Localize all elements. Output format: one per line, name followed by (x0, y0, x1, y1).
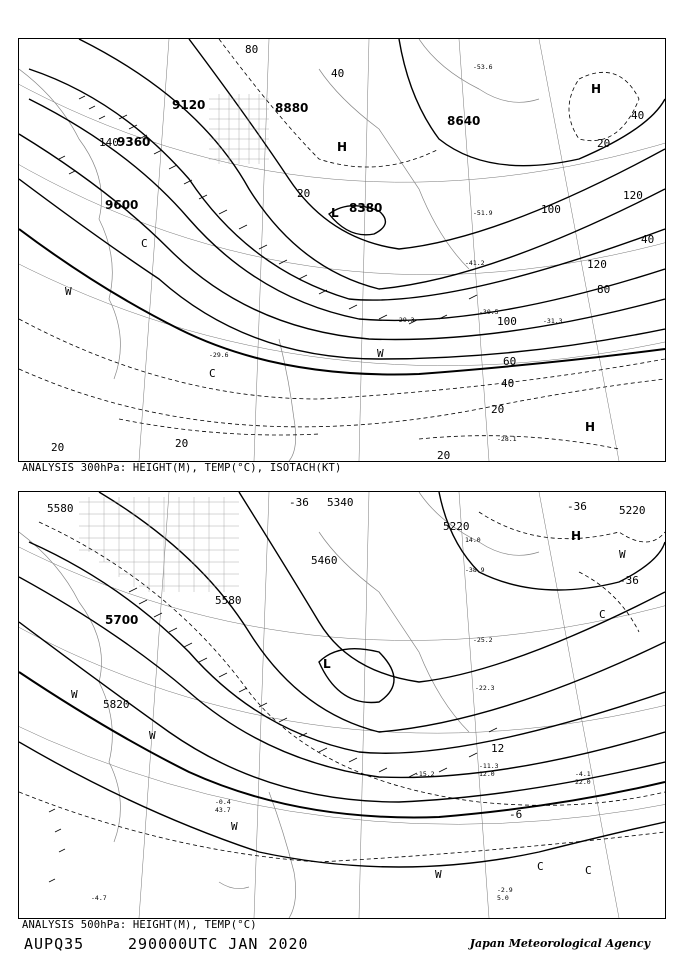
temp-reading: -28.1 (497, 435, 517, 443)
height-label-9120: 9120 (172, 98, 206, 112)
temp-reading: -0.4 (215, 798, 231, 806)
temp-reading: -31.3 (543, 317, 563, 325)
height-label-5220: 5220 (619, 504, 646, 517)
cold-marker: C (599, 608, 606, 621)
isotach-label: 40 (641, 233, 655, 246)
high-pressure-marker: H (571, 529, 582, 543)
isotach-label: 20 (297, 187, 311, 200)
temp-reading: 22.0 (575, 778, 591, 786)
temp-reading: -29.6 (209, 351, 229, 359)
high-pressure-marker: H (585, 420, 596, 434)
temp-reading: -30.5 (479, 308, 499, 316)
isotach-label: 80 (245, 43, 259, 56)
isotherm-label: -36 (289, 496, 309, 509)
height-label-5220: 5220 (443, 520, 470, 533)
cold-marker: C (585, 864, 592, 877)
chart-code: AUPQ35 (24, 935, 85, 953)
height-label-9600: 9600 (105, 198, 139, 212)
warm-marker: W (149, 729, 156, 742)
isotherm-label: 12 (491, 742, 505, 755)
map-500hpa-svg (19, 492, 665, 918)
isotach-label: 40 (331, 67, 345, 80)
height-label-5820: 5820 (103, 698, 130, 711)
temp-reading: 14.0 (465, 536, 481, 544)
temp-reading: 12.0 (479, 770, 495, 778)
isotherm-label: -36 (567, 500, 587, 513)
isotach-label: 20 (51, 441, 65, 454)
isotach-label: 80 (597, 283, 611, 296)
wind-barbs-500 (49, 588, 497, 882)
height-label-8640: 8640 (447, 114, 481, 128)
height-label-8380: 8380 (349, 201, 383, 215)
warm-marker: W (65, 285, 72, 298)
warm-marker: W (435, 868, 442, 881)
high-pressure-marker: H (591, 82, 602, 96)
temp-reading: -11.3 (479, 762, 499, 770)
isotherms-500 (19, 512, 665, 862)
hatch-300 (209, 94, 269, 164)
hatch-500 (79, 497, 239, 592)
high-pressure-marker: H (337, 140, 348, 154)
height-label-5460: 5460 (311, 554, 338, 567)
low-pressure-marker: L (323, 657, 331, 671)
isotach-label: 60 (503, 355, 517, 368)
isotach-label: 120 (623, 189, 643, 202)
analysis-500hpa-map (18, 491, 666, 919)
isotach-label: 120 (587, 258, 607, 271)
temp-reading: -4.7 (91, 894, 107, 902)
height-label-9360: 9360 (117, 135, 151, 149)
temp-reading: -51.9 (473, 209, 493, 217)
height-contours-500 (19, 492, 665, 867)
warm-marker: W (377, 347, 384, 360)
isotach-label: 20 (597, 137, 611, 150)
cold-marker: C (141, 237, 148, 250)
temp-reading: -25.2 (473, 636, 493, 644)
isotach-label: 20 (437, 449, 451, 461)
isotherm-label: -36 (619, 574, 639, 587)
panel-300-caption: ANALYSIS 300hPa: HEIGHT(M), TEMP(°C), ISOTACH(KT) (22, 462, 342, 474)
isotach-label: 20 (175, 437, 189, 450)
temp-reading: -38.9 (465, 566, 485, 574)
warm-marker: W (619, 548, 626, 561)
isotherm-label: -6 (509, 808, 523, 821)
temp-reading: 43.7 (215, 806, 231, 814)
isotach-label: 100 (541, 203, 561, 216)
temp-reading: -15.2 (415, 770, 435, 778)
isotach-label: 100 (497, 315, 517, 328)
isotach-label: 40 (631, 109, 645, 122)
isotach-label: 40 (501, 377, 515, 390)
analysis-300hpa-map (18, 38, 666, 462)
cold-marker: C (537, 860, 544, 873)
height-label-8880: 8880 (275, 101, 309, 115)
temp-reading: -22.3 (475, 684, 495, 692)
height-label-5580: 5580 (47, 502, 74, 515)
height-label-5340: 5340 (327, 496, 354, 509)
temp-reading: -2.9 (497, 886, 513, 894)
agency-name: Japan Meteorological Agency (469, 937, 650, 950)
temp-reading: -53.6 (473, 63, 493, 71)
low-pressure-marker: L (331, 206, 339, 220)
isotachs-300 (19, 39, 665, 449)
cold-marker: C (209, 367, 216, 380)
temp-reading: -4.1 (575, 770, 591, 778)
panel-500-caption: ANALYSIS 500hPa: HEIGHT(M), TEMP(°C) (22, 919, 257, 931)
map-300hpa-svg (19, 39, 665, 461)
temp-reading: 5.0 (497, 894, 509, 902)
valid-time: 290000UTC JAN 2020 (128, 935, 309, 953)
warm-marker: W (71, 688, 78, 701)
warm-marker: W (231, 820, 238, 833)
isotach-label: 20 (491, 403, 505, 416)
temp-reading: -41.2 (465, 259, 485, 267)
height-label-5580: 5580 (215, 594, 242, 607)
height-label-5700: 5700 (105, 613, 139, 627)
temp-reading: -29.3 (395, 316, 415, 324)
isotach-label: 140 (99, 136, 119, 149)
